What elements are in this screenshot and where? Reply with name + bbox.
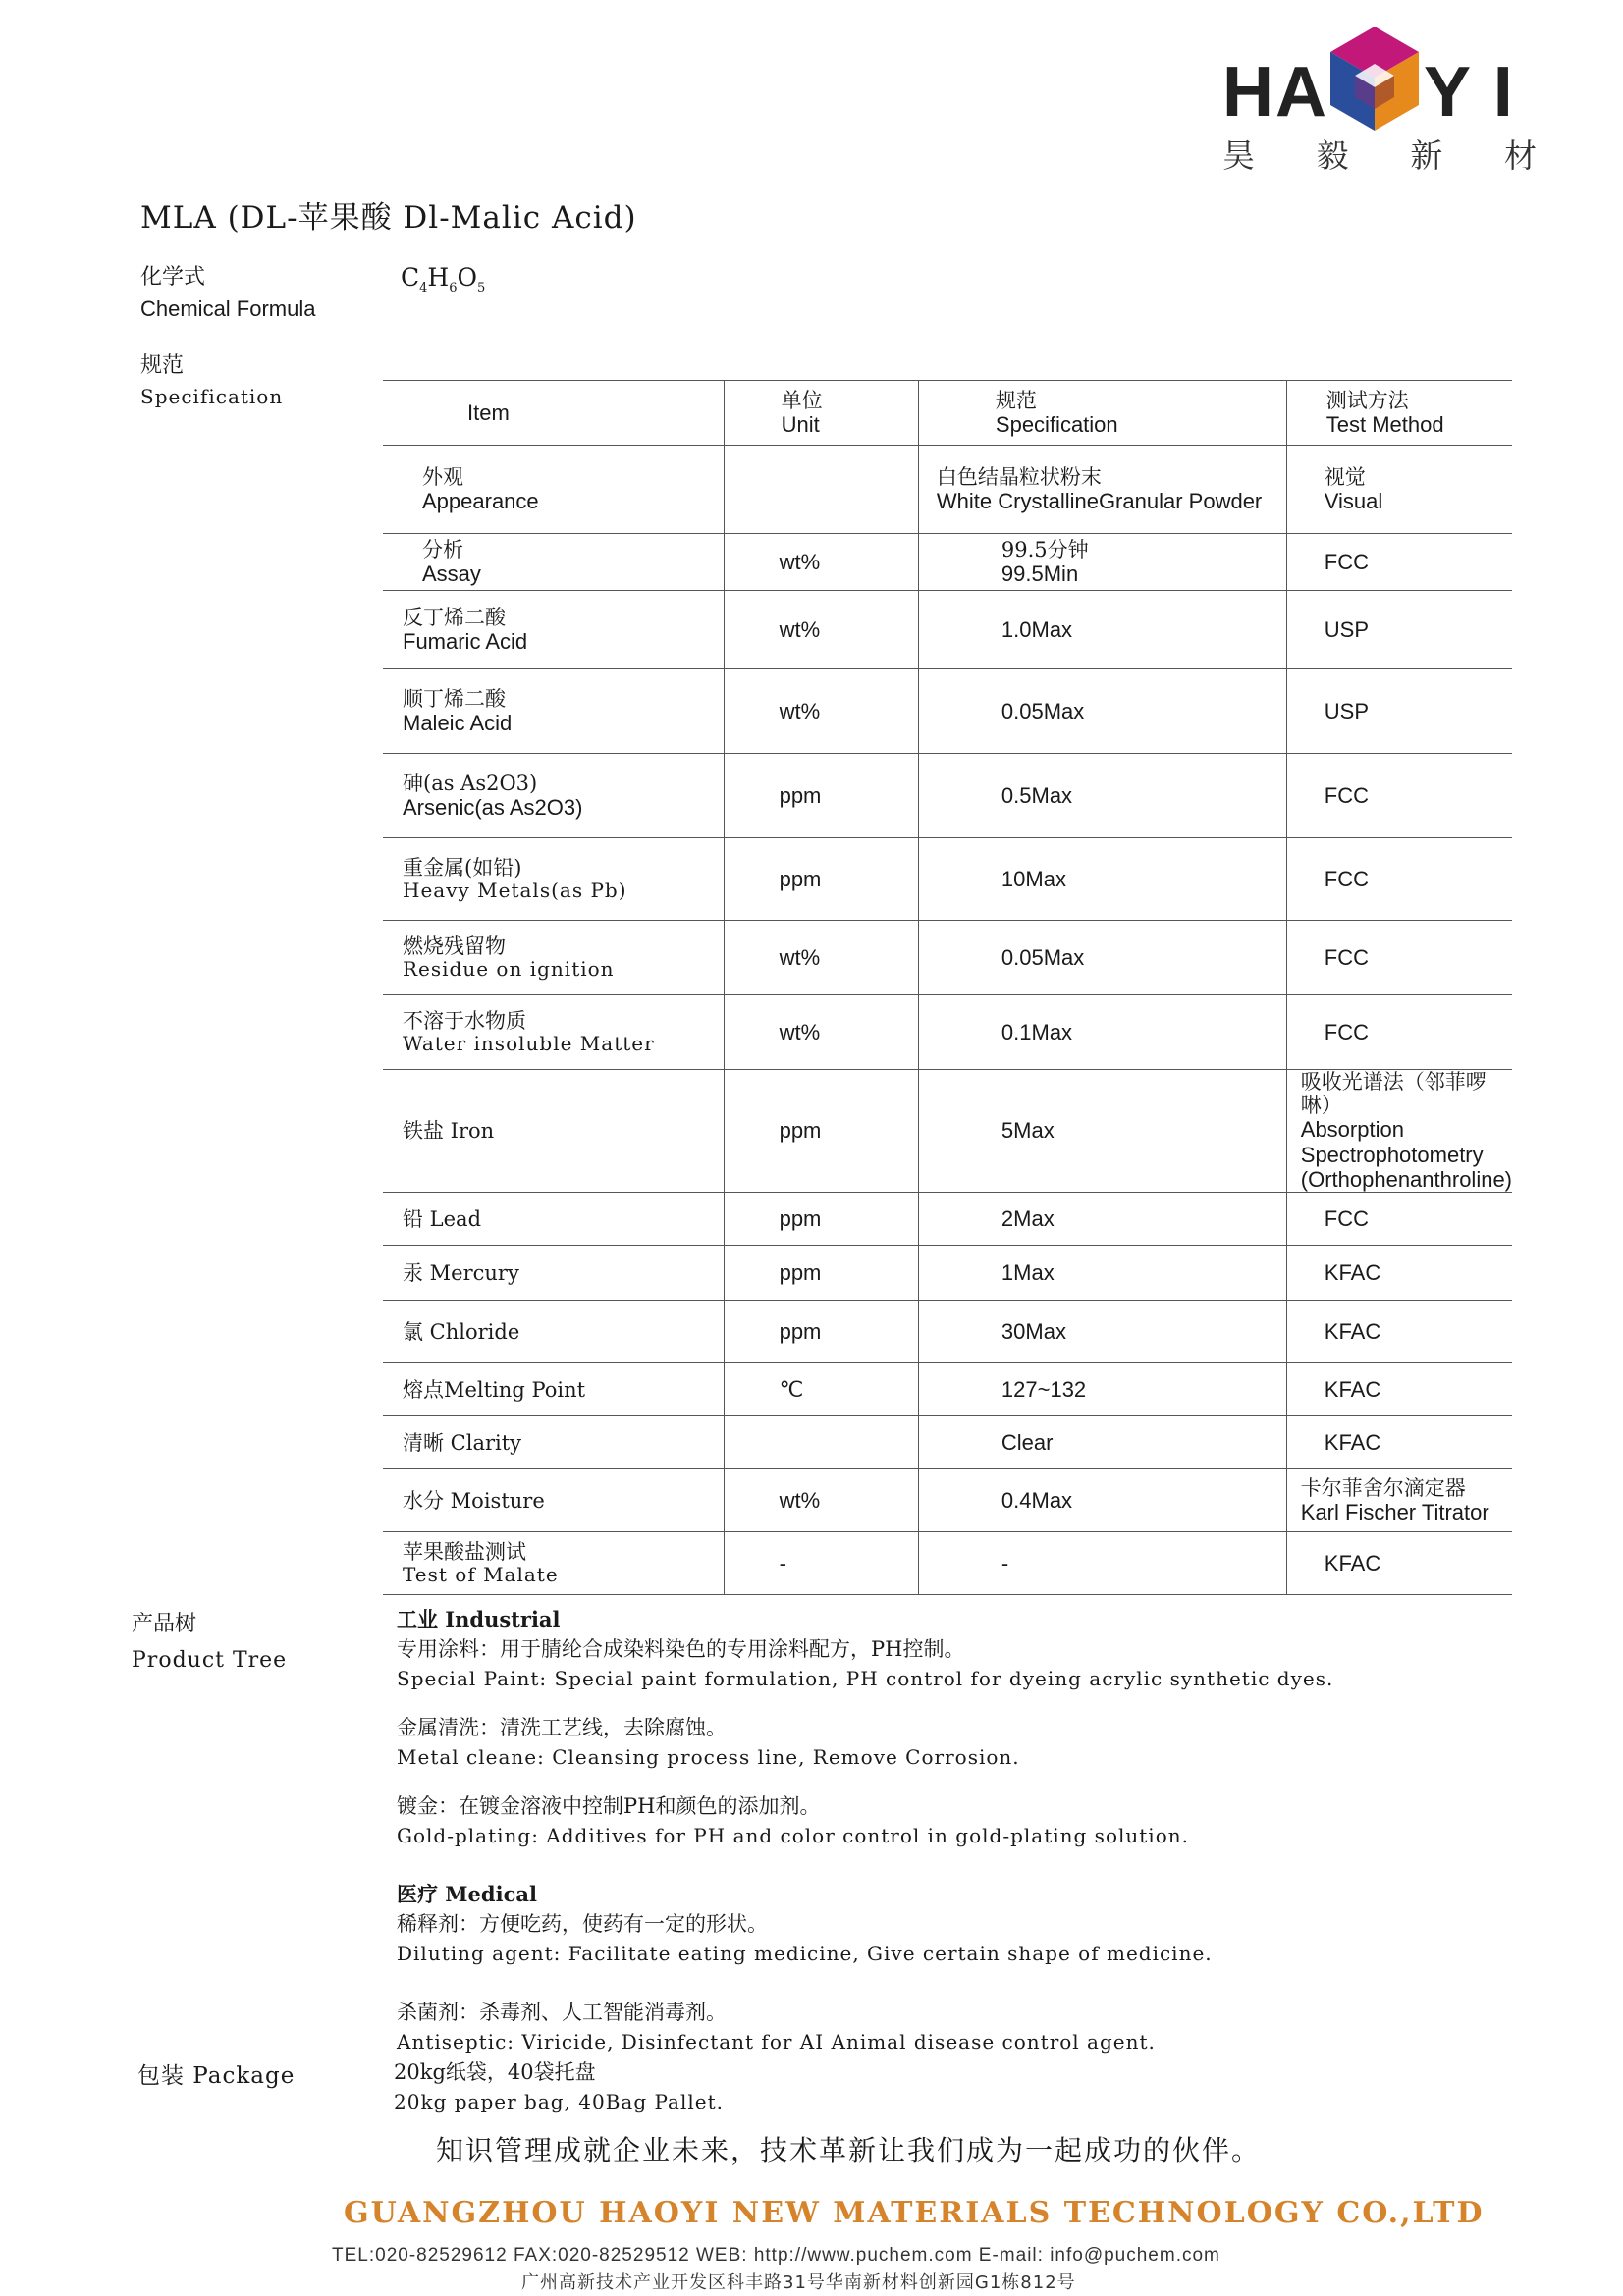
item-name-cn: 熔点Melting Point [403,1377,586,1402]
table-cell [1286,995,1512,1070]
method-value: Visual [1324,488,1383,513]
contact-info: TEL:020-82529612 FAX:020-82529512 WEB: http://www.puchem.com E-mail: info@puchem.com [332,2245,1220,2266]
table-cell [724,1301,918,1363]
table-cell [724,446,918,534]
item-name-en: Heavy Metals(as Pb) [403,879,627,903]
unit-value: wt% [779,698,821,723]
item-name-en: Residue on ignition [403,957,615,982]
table-cell [918,754,1286,838]
header-method-cn: 测试方法 [1325,388,1409,412]
table-cell [1286,838,1512,921]
logo-cn-char: 昊 [1222,136,1255,175]
table-cell [383,995,724,1070]
table-cell [383,838,724,921]
method-value: KFAC [1324,1319,1381,1345]
method-value: KFAC [1324,1551,1381,1576]
medical-heading: 医疗 Medical [397,1882,537,1906]
table-cell [383,754,724,838]
table-cell [724,838,918,921]
spec-value: Clear [1001,1430,1054,1456]
header-spec-cn: 规范 [995,388,1037,412]
spec-value: 127~132 [1001,1377,1087,1403]
table-cell [724,1363,918,1416]
table-cell [1286,1193,1512,1246]
logo-cn-char: 毅 [1316,136,1349,175]
item-name-en: Test of Malate [403,1563,559,1587]
table-cell [1286,1301,1512,1363]
company-address: 广州高新技术产业开发区科丰路31号华南新材料创新园G1栋812号 [521,2272,1076,2293]
method-value: FCC [1324,1019,1369,1044]
spec-value: 99.5Min [1001,561,1079,586]
header-item [383,381,724,446]
spec-value-cn: 白色结晶粒状粉末 [936,464,1102,489]
method-value: USP [1324,698,1370,723]
diluting-en: Diluting agent: Facilitate eating medicine, Give certain shape of medicine. [397,1942,1213,1965]
method-value-cn: 卡尔菲舍尔滴定器 [1300,1475,1466,1500]
table-row [383,534,1512,591]
table-cell [1286,1416,1512,1469]
table-row [383,1070,1512,1193]
unit-value: wt% [779,616,821,642]
table-cell [918,591,1286,669]
header-unit-en: Unit [781,411,820,437]
item-name-en: Appearance [422,488,539,513]
table-cell [724,1246,918,1301]
method-value: FCC [1324,1206,1369,1232]
item-name-cn: 外观 [422,464,463,489]
unit-value: wt% [779,549,821,574]
table-row [383,1363,1512,1416]
table-cell [383,1416,724,1469]
method-value: KFAC [1324,1430,1381,1456]
table-row [383,921,1512,995]
gold-cn: 镀金：在镀金溶液中控制PH和颜色的添加剂。 [397,1794,821,1818]
table-cell [918,921,1286,995]
unit-value: ppm [779,1319,822,1345]
package-label: 包装 Package [137,2063,296,2089]
method-value: Absorption Spectrophotometry (Orthophenanthroline) [1300,1117,1513,1192]
formula-label-cn: 化学式 [140,265,206,290]
unit-value: ppm [779,1260,822,1286]
metal-en: Metal cleane: Cleansing process line, Remove Corrosion. [397,1745,1020,1769]
table-cell [1286,754,1512,838]
table-cell [918,995,1286,1070]
spec-value: 0.5Max [1001,782,1073,808]
table-row [383,754,1512,838]
table-cell [918,838,1286,921]
spec-value: 1Max [1001,1260,1055,1286]
method-value: KFAC [1324,1377,1381,1403]
unit-value: wt% [779,1019,821,1044]
table-cell [724,921,918,995]
gold-en: Gold-plating: Additives for PH and color control in gold-plating solution. [397,1824,1189,1847]
spec-value: 1.0Max [1001,616,1073,642]
table-cell [1286,669,1512,754]
spec-value: White CrystallineGranular Powder [936,488,1263,513]
table-cell [1286,534,1512,591]
header-spec [918,381,1286,446]
unit-value: ppm [779,866,822,891]
header-item-label: Item [467,400,510,425]
item-name-cn: 顺丁烯二酸 [403,686,506,711]
table-cell [724,1070,918,1193]
table-cell [383,446,724,534]
item-name-cn: 砷(as As2O3) [403,771,538,795]
product-tree-label-en: Product Tree [132,1648,288,1673]
table-cell [1286,446,1512,534]
table-cell [724,1416,918,1469]
table-cell [383,1301,724,1363]
metal-cn: 金属清洗：清洗工艺线，去除腐蚀。 [397,1716,727,1739]
table-cell [383,669,724,754]
method-value-cn: 视觉 [1324,464,1366,489]
unit-value: wt% [779,944,821,970]
table-row [383,669,1512,754]
spec-value: 10Max [1001,866,1066,891]
spec-value: 5Max [1001,1118,1055,1144]
table-cell [724,534,918,591]
company-name: GUANGZHOU HAOYI NEW MATERIALS TECHNOLOGY CO.,LTD [344,2196,1485,2230]
table-cell [1286,1532,1512,1595]
method-value: FCC [1324,782,1369,808]
paint-en: Special Paint: Special paint formulation, PH control for dyeing acrylic synthetic dyes. [397,1667,1334,1690]
package-cn: 20kg纸袋，40袋托盘 [394,2060,596,2084]
table-cell [724,1532,918,1595]
method-value: KFAC [1324,1260,1381,1286]
spec-value: 0.05Max [1001,698,1085,723]
header-unit [724,381,918,446]
table-cell [918,669,1286,754]
industrial-heading: 工业 Industrial [397,1607,561,1631]
table-cell [383,1246,724,1301]
logo-chinese-name [1222,131,1537,177]
table-cell [1286,1469,1512,1532]
formula-subscript: 5 [477,281,486,295]
item-name-cn: 反丁烯二酸 [403,605,506,629]
header-spec-en: Specification [995,411,1118,437]
table-header-row [383,381,1512,446]
table-cell [724,754,918,838]
formula-subscript: 6 [449,281,458,295]
table-cell [1286,1246,1512,1301]
item-name-cn: 汞 Mercury [403,1260,519,1285]
table-cell [383,591,724,669]
table-cell [918,1469,1286,1532]
table-row [383,1246,1512,1301]
logo-cn-char: 新 [1410,136,1443,175]
item-name-en: Arsenic(as As2O3) [403,794,583,820]
table-cell [918,1363,1286,1416]
cube-logo-icon [1321,25,1429,142]
item-name-cn: 不溶于水物质 [403,1008,526,1033]
item-name-cn: 分析 [422,537,463,561]
item-name-en: Assay [422,561,481,586]
method-value: FCC [1324,549,1369,574]
spec-value: - [1001,1551,1009,1576]
table-cell [383,1469,724,1532]
logo-letters-right: Y I [1424,53,1515,132]
item-name-cn: 水分 Moisture [403,1488,545,1513]
table-row [383,591,1512,669]
spec-value: 0.4Max [1001,1488,1073,1514]
table-row [383,995,1512,1070]
table-cell [918,1416,1286,1469]
product-tree-label-cn: 产品树 [132,1612,197,1636]
item-name-cn: 氯 Chloride [403,1319,520,1344]
table-cell [724,591,918,669]
unit-value: ppm [779,782,822,808]
spec-value: 30Max [1001,1319,1066,1345]
formula-element: C [401,263,420,292]
diluting-cn: 稀释剂：方便吃药，使药有一定的形状。 [397,1912,768,1936]
table-row [383,1469,1512,1532]
spec-value: 2Max [1001,1206,1055,1232]
spec-value: 0.05Max [1001,944,1085,970]
item-name-en: Fumaric Acid [403,628,528,654]
table-cell [1286,1070,1512,1193]
unit-value: ℃ [779,1377,804,1403]
item-name-cn: 清晰 Clarity [403,1430,522,1455]
antiseptic-cn: 杀菌剂：杀毒剂、人工智能消毒剂。 [397,2001,727,2024]
formula-label-en: Chemical Formula [140,296,316,321]
table-row [383,1301,1512,1363]
table-cell [1286,1363,1512,1416]
header-method-en: Test Method [1325,411,1444,437]
item-name-en: Maleic Acid [403,710,513,735]
method-value: USP [1324,616,1370,642]
unit-value: ppm [779,1118,822,1144]
table-cell [724,1469,918,1532]
table-cell [383,1532,724,1595]
spec-label-en: Specification [140,385,284,408]
logo-cn-char: 材 [1503,136,1537,175]
item-name-cn: 重金属(如铅) [403,855,522,880]
formula-element: O [457,263,478,292]
slogan: 知识管理成就企业未来，技术革新让我们成为一起成功的伙伴。 [436,2134,1262,2166]
logo-letters-left: HA [1222,53,1328,132]
formula-element: H [427,263,450,292]
table-row [383,1532,1512,1595]
table-cell [1286,591,1512,669]
spec-value: 0.1Max [1001,1019,1073,1044]
table-cell [383,534,724,591]
product-tree-content [397,1605,1575,2056]
method-value: FCC [1324,944,1369,970]
table-cell [918,1246,1286,1301]
item-name-cn: 燃烧残留物 [403,934,506,958]
unit-value: ppm [779,1206,822,1232]
table-cell [918,446,1286,534]
item-name-cn: 苹果酸盐测试 [403,1540,526,1565]
method-value: Karl Fischer Titrator [1300,1500,1489,1525]
table-cell [918,1193,1286,1246]
method-value-cn: 吸收光谱法（邻菲啰啉） [1300,1070,1487,1118]
table-cell [724,669,918,754]
table-cell [724,995,918,1070]
table-row [383,1193,1512,1246]
package-content [394,2057,724,2116]
paint-cn: 专用涂料：用于腈纶合成染料染色的专用涂料配方，PH控制。 [397,1637,965,1661]
chemical-formula [401,263,485,295]
table-cell [918,1532,1286,1595]
table-cell [383,1070,724,1193]
method-value: FCC [1324,866,1369,891]
table-cell [383,921,724,995]
table-cell [918,1301,1286,1363]
company-logo [1222,25,1537,175]
package-en: 20kg paper bag, 40Bag Pallet. [394,2090,724,2113]
antiseptic-en: Antiseptic: Viricide, Disinfectant for AI Animal disease control agent. [397,2030,1156,2054]
header-unit-cn: 单位 [781,388,823,412]
unit-value: - [779,1551,786,1576]
table-row [383,446,1512,534]
item-name-en: Water insoluble Matter [403,1032,655,1056]
item-name-cn: 铅 Lead [403,1206,482,1231]
unit-value: wt% [779,1488,821,1514]
specification-table [383,380,1512,1595]
spec-value-cn: 99.5分钟 [1001,537,1089,561]
table-cell [1286,921,1512,995]
header-method [1286,381,1512,446]
formula-subscript: 4 [419,281,428,295]
table-cell [724,1193,918,1246]
item-name-cn: 铁盐 Iron [403,1119,495,1144]
table-cell [918,534,1286,591]
table-row [383,838,1512,921]
spec-label-cn: 规范 [140,353,185,378]
table-cell [383,1193,724,1246]
table-cell [918,1070,1286,1193]
table-row [383,1416,1512,1469]
table-cell [383,1363,724,1416]
document-title: MLA (DL-苹果酸 Dl-Malic Acid) [140,200,637,236]
